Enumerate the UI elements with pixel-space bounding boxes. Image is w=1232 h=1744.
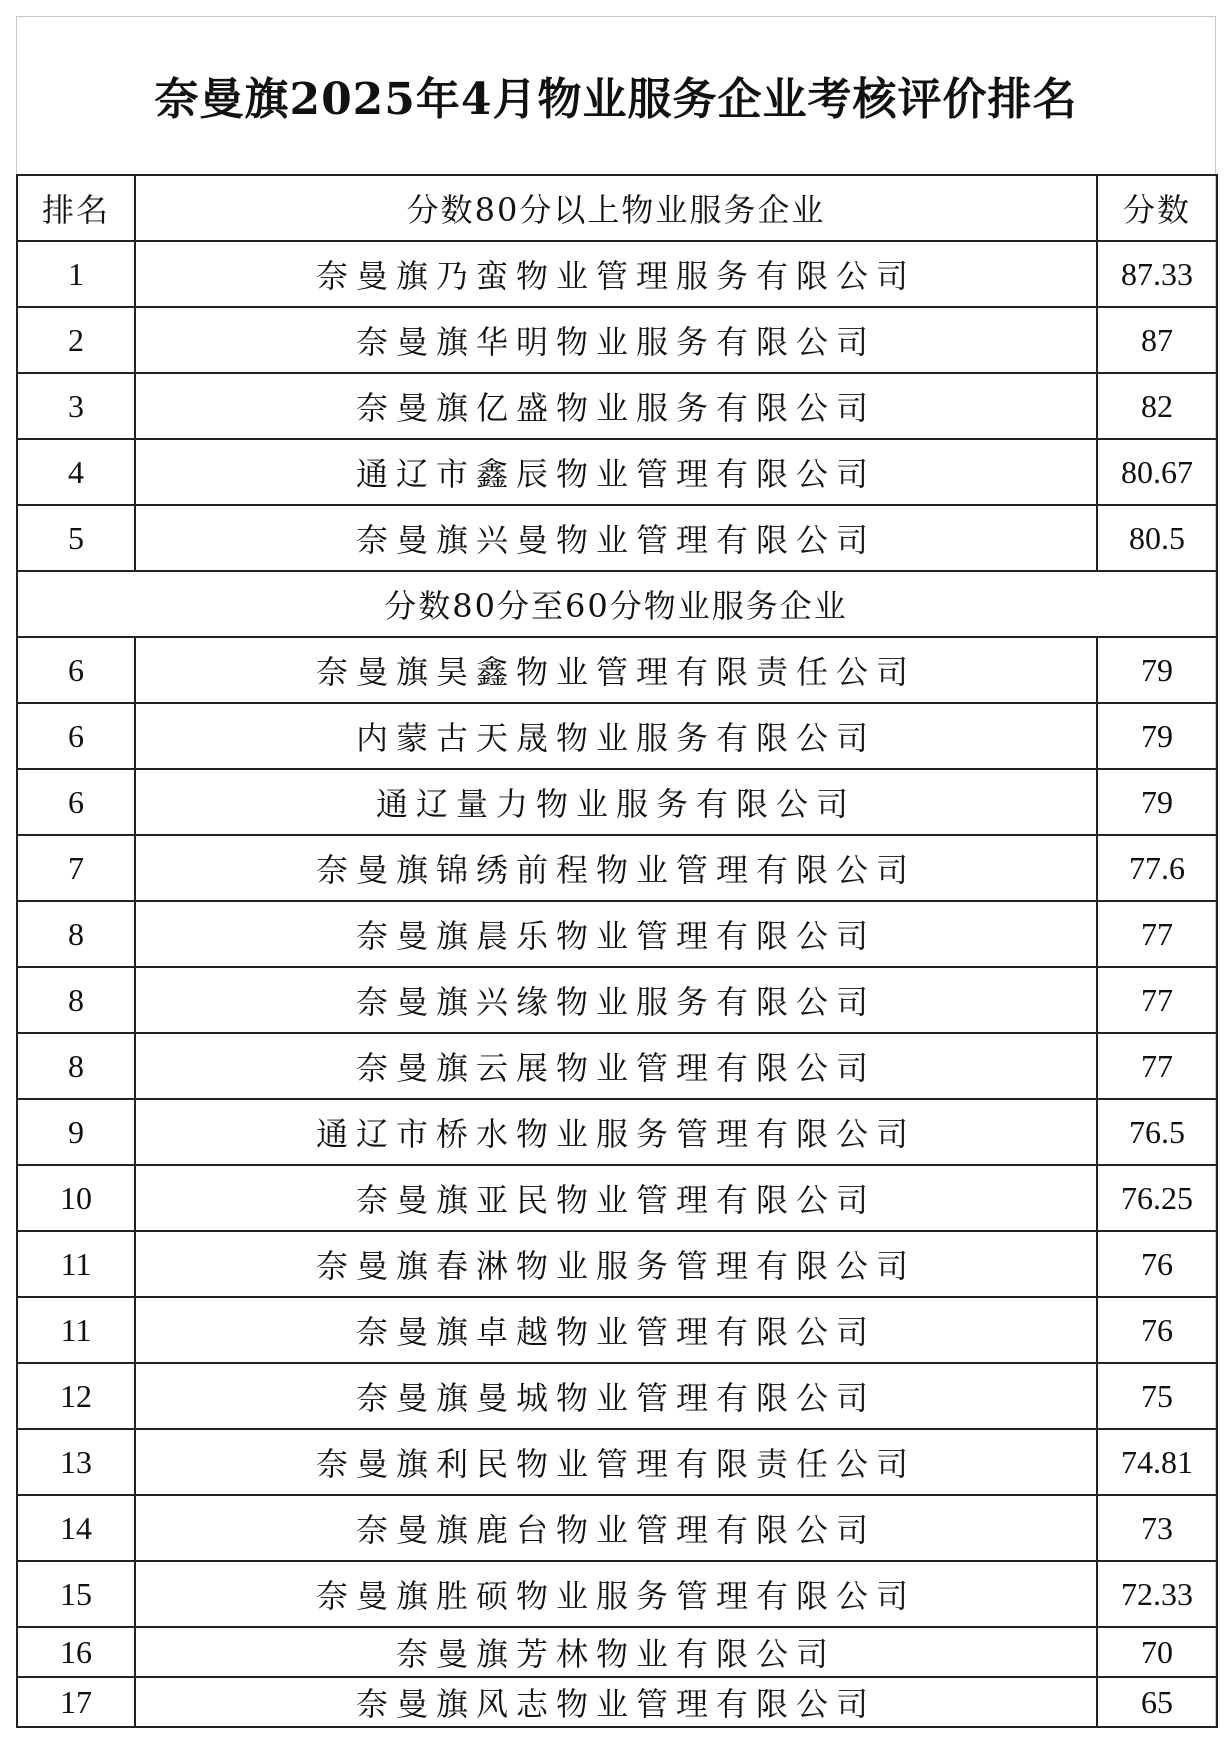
section-empty-cell <box>17 571 135 637</box>
table-row <box>17 637 1217 703</box>
table-row <box>17 967 1217 1033</box>
rank-cell: 6 <box>17 769 135 835</box>
score-cell: 76.25 <box>1097 1165 1217 1231</box>
rank-cell: 9 <box>17 1099 135 1165</box>
score-cell: 77.6 <box>1097 835 1217 901</box>
table-row <box>17 1561 1217 1627</box>
table-row <box>17 1495 1217 1561</box>
table-row <box>17 1297 1217 1363</box>
score-cell: 77 <box>1097 967 1217 1033</box>
table-row <box>17 835 1217 901</box>
score-cell: 79 <box>1097 703 1217 769</box>
table-row <box>17 1165 1217 1231</box>
company-name-cell: 奈曼旗曼城物业管理有限公司 <box>135 1363 1097 1429</box>
rank-cell: 15 <box>17 1561 135 1627</box>
rank-cell: 5 <box>17 505 135 571</box>
table-row <box>17 1627 1217 1677</box>
score-cell: 79 <box>1097 637 1217 703</box>
section-label-group2: 分数80分至60分物业服务企业 <box>135 571 1097 637</box>
rank-cell: 8 <box>17 967 135 1033</box>
company-name-cell: 奈曼旗风志物业管理有限公司 <box>135 1677 1097 1727</box>
company-name-cell: 奈曼旗亿盛物业服务有限公司 <box>135 373 1097 439</box>
rank-cell: 1 <box>17 241 135 307</box>
rank-cell: 8 <box>17 901 135 967</box>
company-name-cell: 奈曼旗晨乐物业管理有限公司 <box>135 901 1097 967</box>
rank-cell: 12 <box>17 1363 135 1429</box>
ranking-table <box>16 174 1218 1728</box>
rank-cell: 7 <box>17 835 135 901</box>
company-name-cell: 奈曼旗乃蛮物业管理服务有限公司 <box>135 241 1097 307</box>
score-cell: 77 <box>1097 901 1217 967</box>
company-name-cell: 奈曼旗华明物业服务有限公司 <box>135 307 1097 373</box>
rank-cell: 14 <box>17 1495 135 1561</box>
header-group1: 分数80分以上物业服务企业 <box>135 175 1097 241</box>
rank-cell: 6 <box>17 703 135 769</box>
rank-cell: 8 <box>17 1033 135 1099</box>
company-name-cell: 奈曼旗鹿台物业管理有限公司 <box>135 1495 1097 1561</box>
score-cell: 79 <box>1097 769 1217 835</box>
table-row <box>17 307 1217 373</box>
company-name-cell: 奈曼旗兴曼物业管理有限公司 <box>135 505 1097 571</box>
table-row <box>17 373 1217 439</box>
rank-cell: 13 <box>17 1429 135 1495</box>
header-row <box>17 175 1217 241</box>
score-cell: 76.5 <box>1097 1099 1217 1165</box>
company-name-cell: 通辽市桥水物业服务管理有限公司 <box>135 1099 1097 1165</box>
table-row <box>17 901 1217 967</box>
score-cell: 73 <box>1097 1495 1217 1561</box>
score-cell: 65 <box>1097 1677 1217 1727</box>
score-cell: 80.5 <box>1097 505 1217 571</box>
company-name-cell: 奈曼旗锦绣前程物业管理有限公司 <box>135 835 1097 901</box>
table-row <box>17 505 1217 571</box>
rank-cell: 10 <box>17 1165 135 1231</box>
rank-cell: 3 <box>17 373 135 439</box>
company-name-cell: 奈曼旗春淋物业服务管理有限公司 <box>135 1231 1097 1297</box>
score-cell: 75 <box>1097 1363 1217 1429</box>
rank-cell: 11 <box>17 1297 135 1363</box>
score-cell: 80.67 <box>1097 439 1217 505</box>
score-cell: 82 <box>1097 373 1217 439</box>
company-name-cell: 奈曼旗利民物业管理有限责任公司 <box>135 1429 1097 1495</box>
page-title: 奈曼旗2025年4月物业服务企业考核评价排名 <box>154 74 1078 125</box>
score-cell: 77 <box>1097 1033 1217 1099</box>
table-row <box>17 769 1217 835</box>
company-name-cell: 奈曼旗亚民物业管理有限公司 <box>135 1165 1097 1231</box>
header-score: 分数 <box>1097 175 1217 241</box>
header-rank: 排名 <box>17 175 135 241</box>
company-name-cell: 奈曼旗云展物业管理有限公司 <box>135 1033 1097 1099</box>
table-row <box>17 241 1217 307</box>
rank-cell: 17 <box>17 1677 135 1727</box>
rank-cell: 4 <box>17 439 135 505</box>
score-cell: 87 <box>1097 307 1217 373</box>
table-row <box>17 1033 1217 1099</box>
company-name-cell: 通辽市鑫辰物业管理有限公司 <box>135 439 1097 505</box>
company-name-cell: 奈曼旗兴缘物业服务有限公司 <box>135 967 1097 1033</box>
table-row <box>17 439 1217 505</box>
section-row <box>17 571 1217 637</box>
section-empty-cell <box>1097 571 1217 637</box>
score-cell: 70 <box>1097 1627 1217 1677</box>
table-row <box>17 703 1217 769</box>
company-name-cell: 奈曼旗卓越物业管理有限公司 <box>135 1297 1097 1363</box>
rank-cell: 16 <box>17 1627 135 1677</box>
company-name-cell: 奈曼旗芳林物业有限公司 <box>135 1627 1097 1677</box>
rank-cell: 11 <box>17 1231 135 1297</box>
company-name-cell: 奈曼旗胜硕物业服务管理有限公司 <box>135 1561 1097 1627</box>
table-row <box>17 1363 1217 1429</box>
company-name-cell: 内蒙古天晟物业服务有限公司 <box>135 703 1097 769</box>
rank-cell: 6 <box>17 637 135 703</box>
table-row <box>17 1429 1217 1495</box>
score-cell: 74.81 <box>1097 1429 1217 1495</box>
score-cell: 87.33 <box>1097 241 1217 307</box>
table-row <box>17 1677 1217 1727</box>
company-name-cell: 通辽量力物业服务有限公司 <box>135 769 1097 835</box>
score-cell: 76 <box>1097 1231 1217 1297</box>
table-row <box>17 1231 1217 1297</box>
rank-cell: 2 <box>17 307 135 373</box>
table-row <box>17 1099 1217 1165</box>
score-cell: 72.33 <box>1097 1561 1217 1627</box>
score-cell: 76 <box>1097 1297 1217 1363</box>
company-name-cell: 奈曼旗昊鑫物业管理有限责任公司 <box>135 637 1097 703</box>
